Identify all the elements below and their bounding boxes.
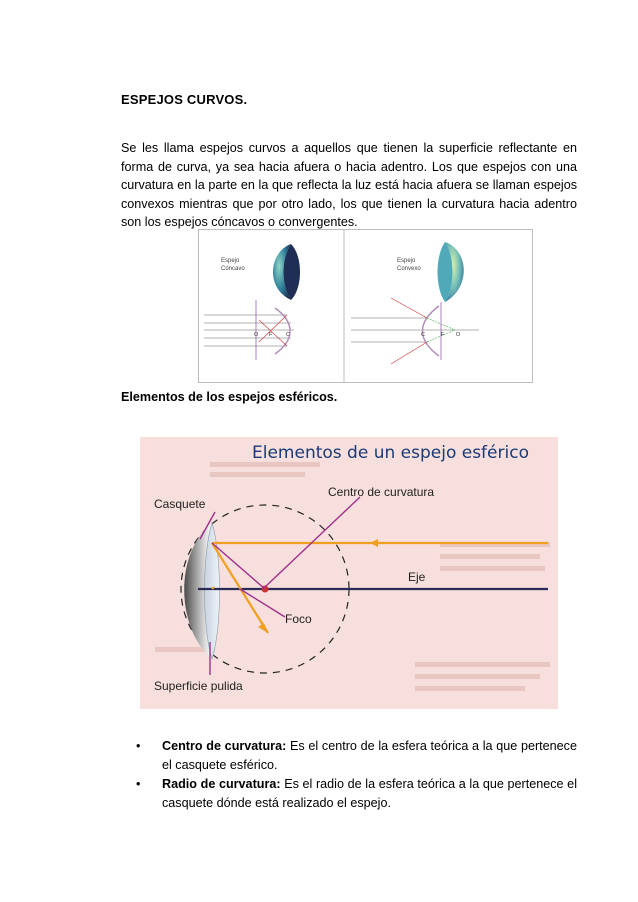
page-title: ESPEJOS CURVOS. [121, 92, 248, 107]
label-eje: Eje [408, 570, 426, 584]
convex-label-1: Espejo [397, 258, 416, 264]
ray-arrow [370, 539, 378, 547]
mirrors-figure [198, 229, 533, 383]
convex-label-2: Convexo [397, 266, 421, 272]
label-centro: Centro de curvatura [328, 485, 435, 499]
label-casquete: Casquete [154, 497, 206, 511]
label-foco: Foco [285, 612, 312, 626]
convex-panel [351, 242, 479, 364]
list-item [136, 775, 577, 812]
intro-paragraph: Se les llama espejos curvos a aquellos que tienen la superficie reflectante en forma de curva, ya sea hacia afuera o hacia adentro. Los que espejos con una curvatura en la parte en la que reflecta la luz está hacia afuera se llaman espejos convexos mientras que por otro lado, los que tienen la curvatura hacia adentro son los espejos cóncavos o convergentes. [121, 141, 577, 229]
elements-heading: Elementos de los espejos esféricos. [121, 390, 338, 404]
diagram-title: Elementos de un espejo esférico [252, 443, 529, 463]
radius-line [212, 543, 265, 589]
concave-c: C [286, 332, 290, 338]
concave-label-2: Cóncavo [221, 266, 245, 272]
spherical-mirror-diagram [140, 437, 558, 709]
term-radio: Radio de curvatura: [162, 777, 281, 791]
bullet-icon: • [136, 739, 141, 753]
convex-arc [423, 306, 440, 356]
spherical-mirror-svg [140, 437, 558, 709]
concave-panel [204, 244, 300, 360]
definition-centro: Es el centro de la esfera teórica a la que pertenece el casquete esférico. [162, 739, 577, 772]
definition-radio: Es el radio de la esfera teórica a la que pertenece el casquete dónde está realizado el espejo. [162, 777, 577, 810]
convex-f: F [441, 332, 445, 338]
mirrors-figure-svg [199, 230, 532, 382]
list-item [136, 737, 577, 774]
convex-o: O [456, 332, 461, 338]
definitions-list [136, 737, 577, 813]
bullet-icon: • [136, 777, 141, 791]
concave-o: O [254, 332, 259, 338]
concave-label-1: Espejo [221, 258, 240, 264]
convex-c: C [421, 332, 425, 338]
label-superficie: Superficie pulida [154, 679, 243, 693]
concave-f: F [269, 332, 273, 338]
foco-pointer [240, 589, 285, 617]
term-centro: Centro de curvatura: [162, 739, 287, 753]
